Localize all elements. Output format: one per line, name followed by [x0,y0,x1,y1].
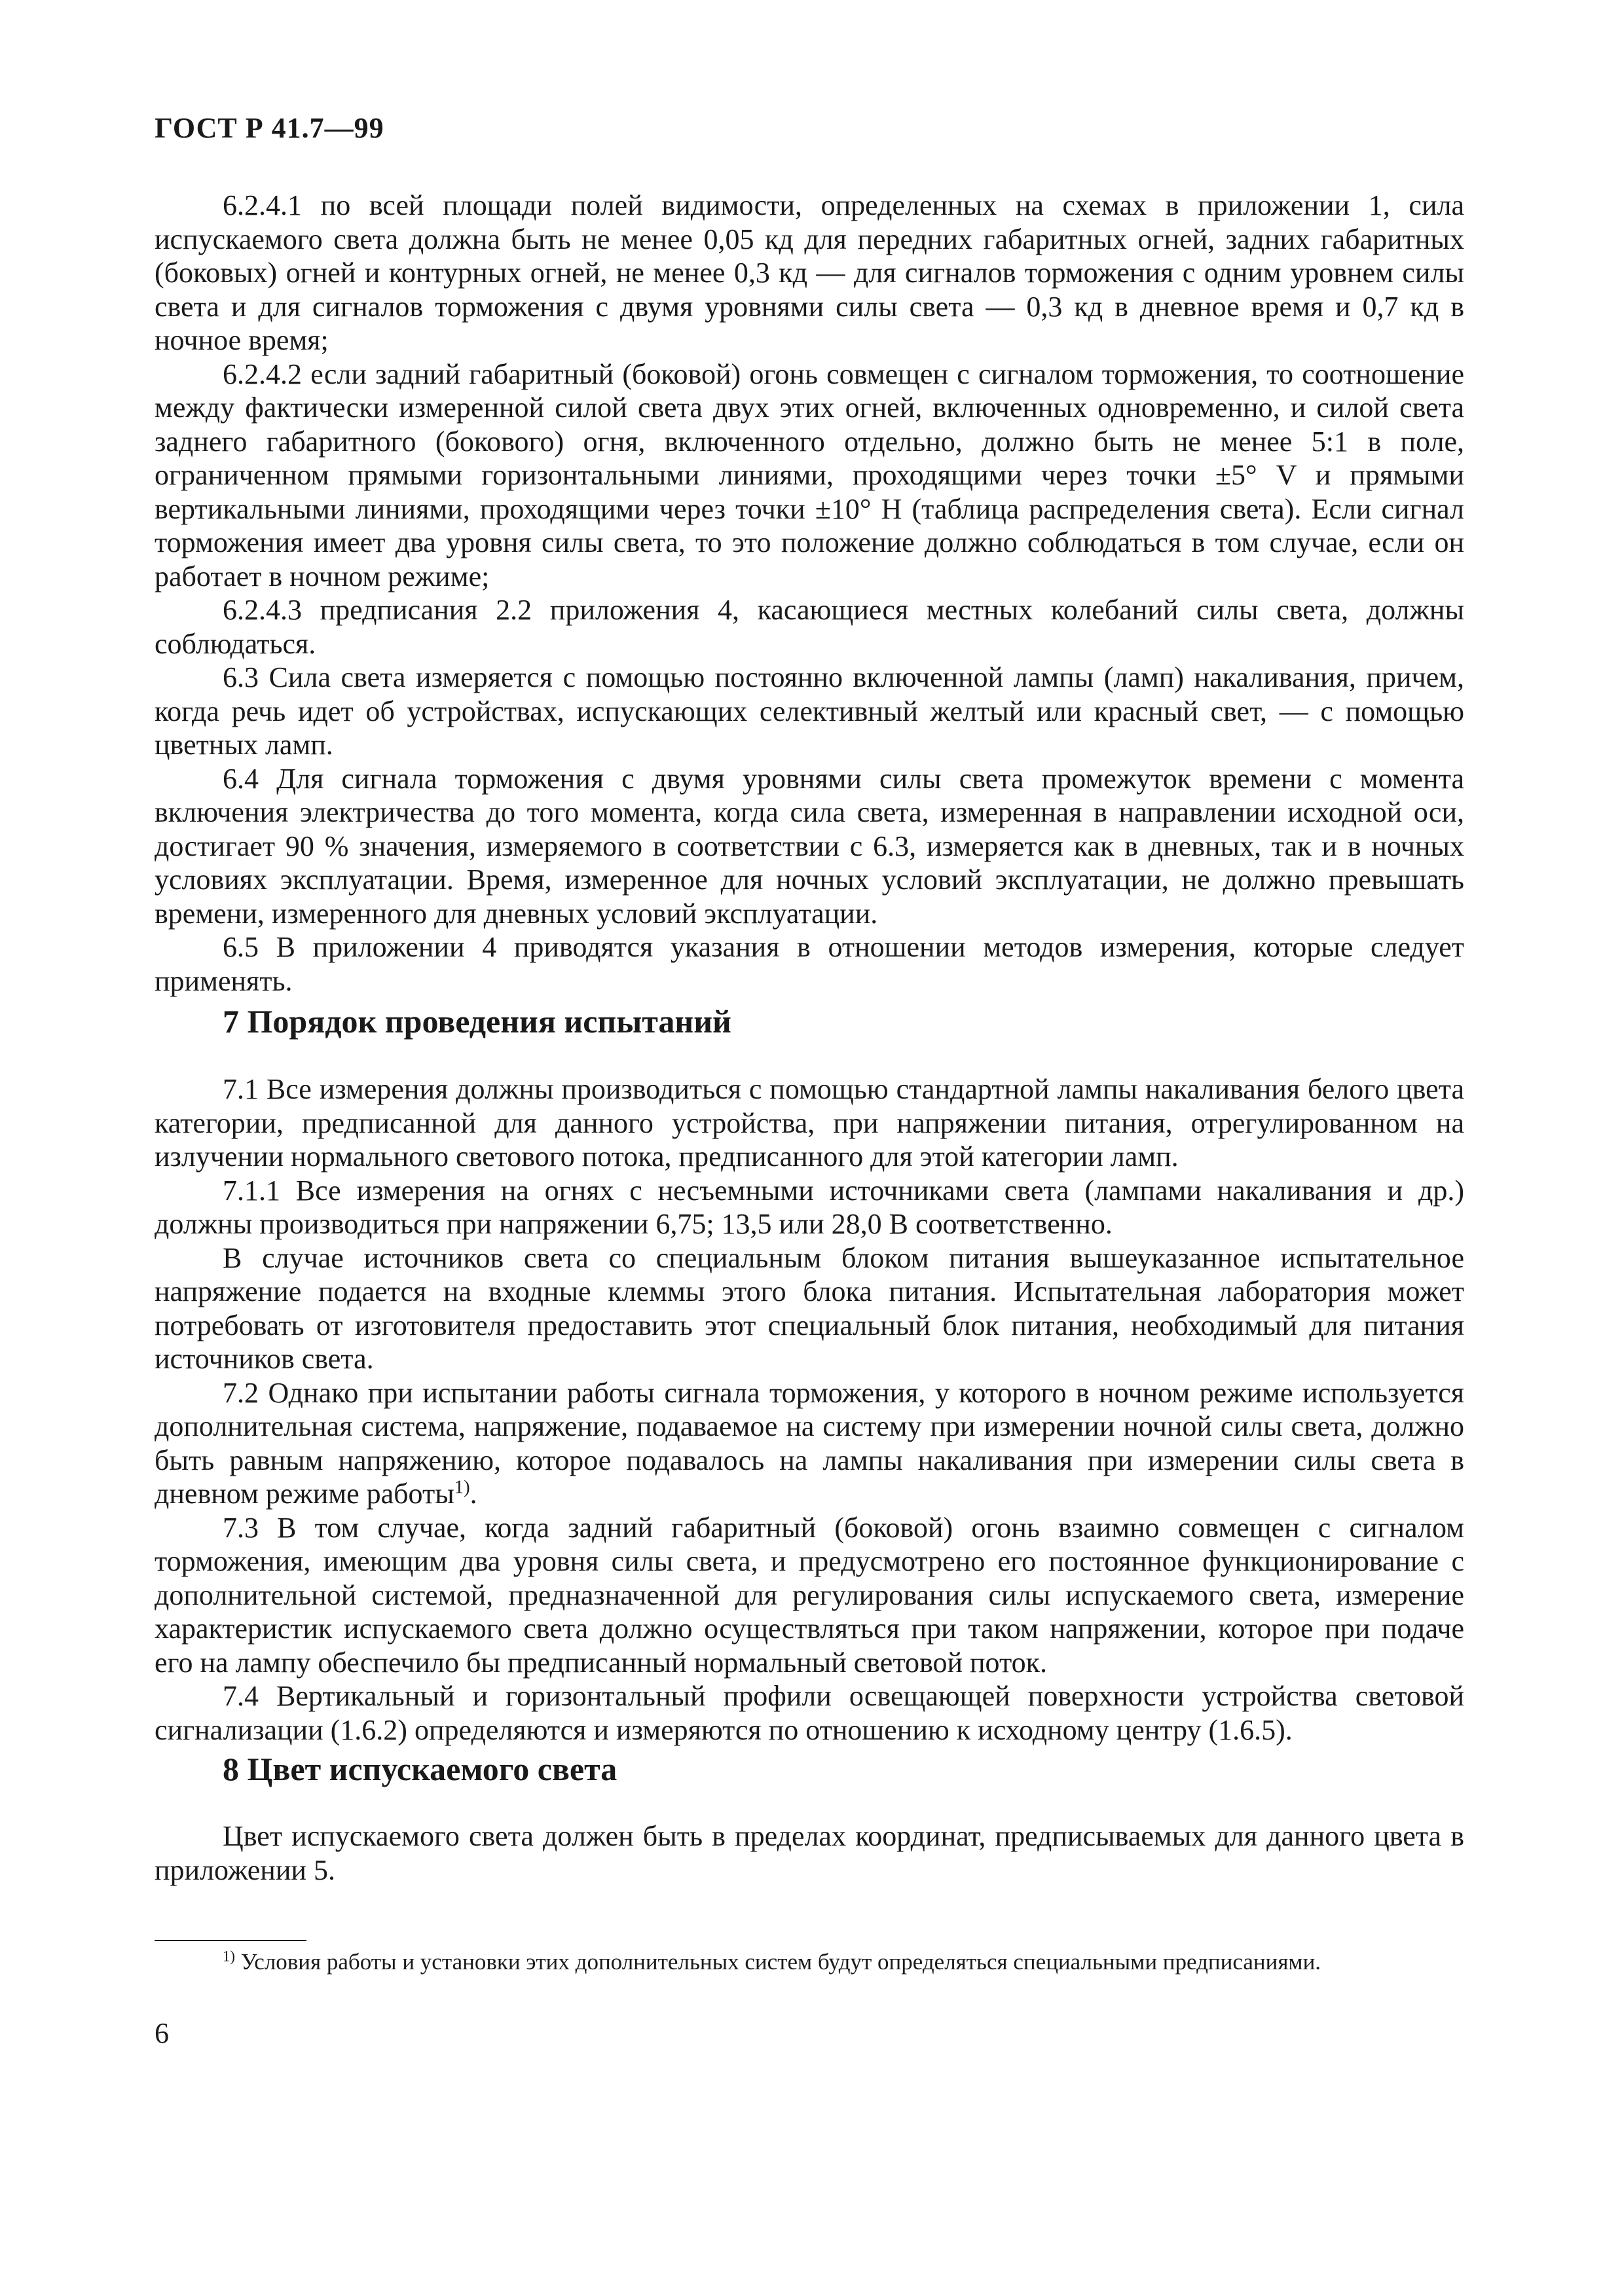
paragraph-6-5: 6.5 В приложении 4 приводятся указания в отношении методов измерения, которые следует применять. [155,931,1464,997]
section-8-text [155,1819,1464,1887]
section-7-heading: 7 Порядок проведения испытаний [223,1003,731,1040]
footnote [155,1948,1464,1977]
paragraph-7-4: 7.4 Вертикальный и горизонтальный профили освещающей поверхности устройства световой сигнализации (1.6.2) определяются и измеряются по отношению к исходному центру (1.6.5). [155,1680,1464,1746]
paragraph-6-2-4-2: 6.2.4.2 если задний габаритный (боковой) огонь совмещен с сигналом торможения, то соотношение между фактически измеренной силой света двух этих огней, включенных одновременно, и силой света заднего габаритного (бокового) огня, включенного отдельно, должно быть не менее 5:1 в поле, ограниченном прямыми горизонтальными линиями, проходящими через точки ±5° V и прямыми вертикальными линиями, проходящими через точки ±10° H (таблица распределения света). Если сигнал торможения имеет два уровня силы света, то это положение должно соблюдаться в том случае, если он работает в ночном режиме; [155,357,1464,592]
paragraph-6-2-4-3: 6.2.4.3 предписания 2.2 приложения 4, касающиеся местных колебаний силы света, должны соблюдаться. [155,594,1464,660]
paragraph-7-1-1: 7.1.1 Все измерения на огнях с несъемными источниками света (лампами накаливания и др.) должны производиться при напряжении 6,75; 13,5 или 28,0 В соответственно. [155,1174,1464,1240]
paragraph-8: Цвет испускаемого света должен быть в пределах координат, предписываемых для данного цвета в приложении 5. [155,1820,1464,1886]
footnote-mark: 1) [223,1948,235,1965]
section-7-text [155,1072,1464,1747]
paragraph-7-2 [155,1376,1464,1511]
footnote-text: Условия работы и установки этих дополнительных систем будут определяться специальными предписаниями. [234,1949,1321,1975]
paragraph-6-2-4-1: 6.2.4.1 по всей площади полей видимости, определенных на схемах в приложении 1, сила испускаемого света должна быть не менее 0,05 кд для передних габаритных огней, задних габаритных (боковых) огней и контурных огней, не менее 0,3 кд — для сигналов торможения с одним уровнем силы света и для сигналов торможения с двумя уровнями силы света — 0,3 кд в дневное время и 0,7 кд в ночное время; [155,189,1464,356]
page-number: 6 [155,2017,169,2049]
paragraph-6-4: 6.4 Для сигнала торможения с двумя уровнями силы света промежуток времени с момента включения электричества до того момента, когда сила света, измеренная в направлении исходной оси, достигает 90 % значения, измеряемого в соответствии с 6.3, измеряется как в дневных, так и в ночных условиях эксплуатации. Время, измеренное для ночных условий эксплуатации, не должно превышать времени, измеренного для дневных условий эксплуатации. [155,762,1464,930]
paragraph-6-3: 6.3 Сила света измеряется с помощью постоянно включенной лампы (ламп) накаливания, причем, когда речь идет об устройствах, испускающих селективный желтый или красный свет, — с помощью цветных ламп. [155,661,1464,761]
paragraph-7-2-text: 7.2 Однако при испытании работы сигнала торможения, у которого в ночном режиме используется дополнительная система, напряжение, подаваемое на систему при измерении ночной силы света, должно быть равным напряжению, которое подавалось на лампы накаливания при измерении силы света в дневном режиме работы [155,1376,1464,1510]
section-8-heading: 8 Цвет испускаемого света [223,1751,617,1787]
paragraph-7-1: 7.1 Все измерения должны производиться с помощью стандартной лампы накаливания белого цвета категории, предписанной для данного устройства, при напряжении питания, отрегулированном на излучении нормального светового потока, предписанного для этой категории ламп. [155,1073,1464,1173]
paragraph-7-2-end: . [470,1478,477,1510]
paragraph-7-1-1-b: В случае источников света со специальным блоком питания вышеуказанное испытательное напряжение подается на входные клеммы этого блока питания. Испытательная лаборатория может потребовать от изготовителя предоставить этот специальный блок питания, необходимый для питания источников света. [155,1241,1464,1375]
document-header: ГОСТ Р 41.7—99 [155,112,384,144]
footnote-reference: 1) [454,1477,470,1498]
section-6-text [155,189,1464,998]
footnote-divider [155,1940,306,1941]
paragraph-7-3: 7.3 В том случае, когда задний габаритный (боковой) огонь взаимно совмещен с сигналом торможения, имеющим два уровня силы света, и предусмотрено его постоянное функционирование с дополнительной системой, предназначенной для регулирования силы испускаемого света, измерение характеристик испускаемого света должно осуществляться при таком напряжении, которое при подаче его на лампу обеспечило бы предписанный нормальный световой поток. [155,1511,1464,1679]
